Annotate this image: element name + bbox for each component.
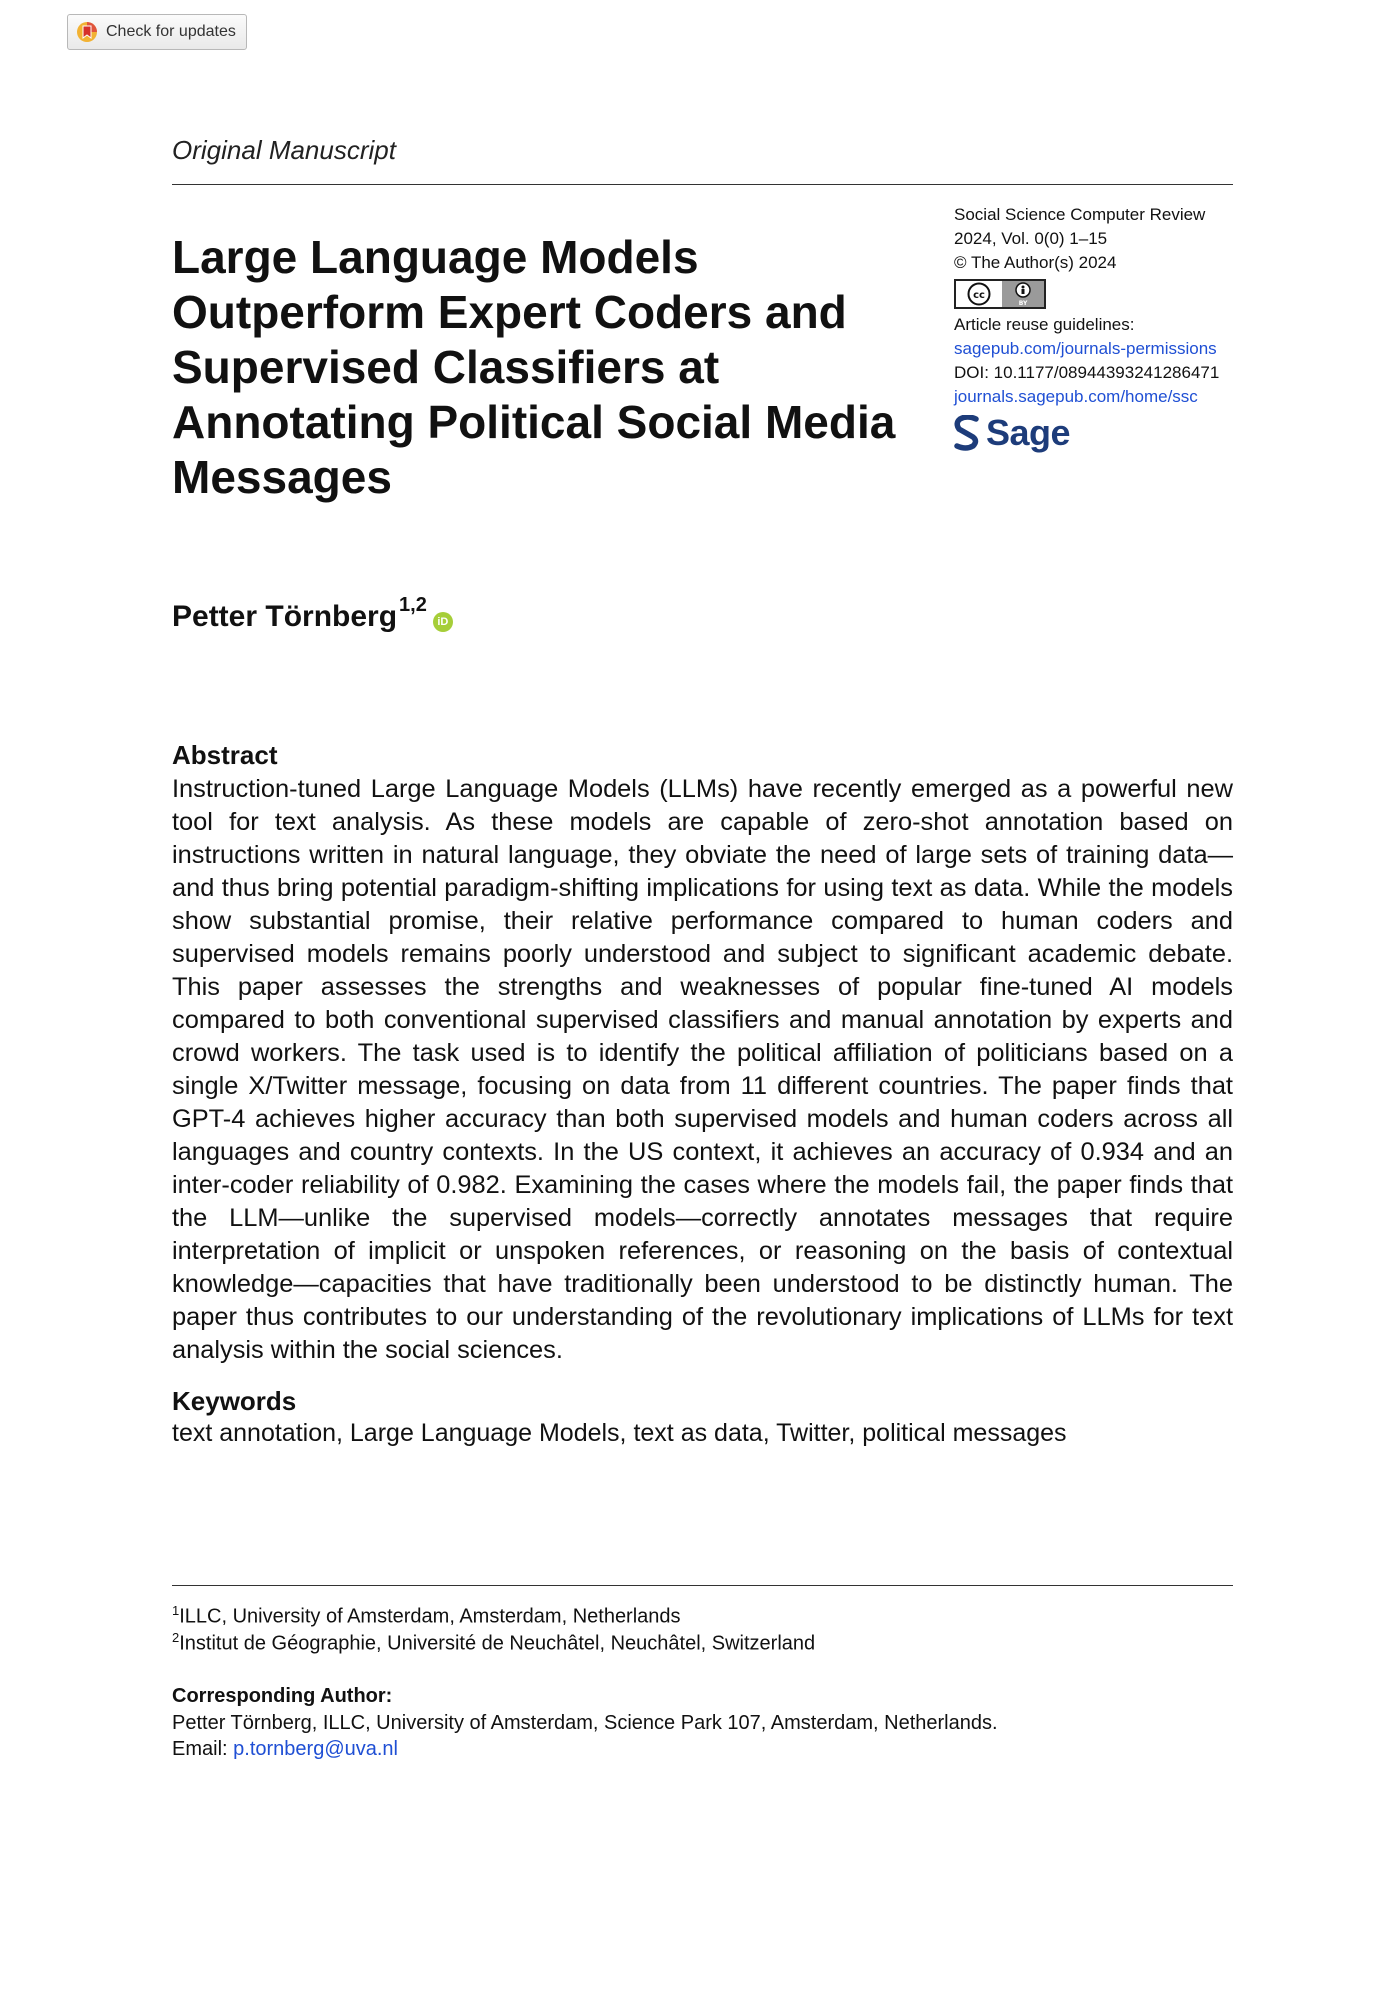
svg-text:cc: cc [973, 290, 985, 301]
sage-logo[interactable] [954, 412, 1244, 453]
sage-s-icon [954, 415, 980, 451]
publisher-name: Sage [986, 412, 1071, 453]
orcid-icon[interactable]: iD [433, 612, 453, 632]
reuse-link[interactable]: sagepub.com/journals-permissions [954, 339, 1217, 358]
corresponding-author-heading: Corresponding Author: [172, 1685, 393, 1707]
bookmark-update-icon [76, 21, 98, 43]
journal-volume: 2024, Vol. 0(0) 1–15 [954, 229, 1108, 248]
journal-link[interactable]: journals.sagepub.com/home/ssc [954, 387, 1198, 406]
cc-by-icon [1002, 281, 1044, 307]
affiliation-text: Institut de Géographie, Université de Neuchâtel, Neuchâtel, Switzerland [179, 1632, 816, 1655]
doi-line: DOI: 10.1177/08944393241286471 [954, 363, 1220, 382]
header-divider [172, 184, 1233, 185]
article-type-label: Original Manuscript [172, 135, 396, 165]
email-label: Email: [172, 1738, 228, 1760]
abstract-text: Instruction-tuned Large Language Models (LLMs) have recently emerged as a powerful new tool for text analysis. As these models are capable of zero-shot annotation based on instructions written in natural language, they obviate the need of large sets of training data—and thus bring potential paradigm-shifting implications for using text as data. While the models show substantial promise, their relative performance compared to human coders and supervised models remains poorly understood and subject to significant academic debate. This paper assesses the strengths and weaknesses of popular fine-tuned AI models compared to both conventional supervised classifiers and manual annotation by experts and crowd workers. The task used is to identify the political affiliation of politicians based on a single X/Twitter message, focusing on data from 11 different countries. The paper finds that GPT-4 achieves higher accuracy than both supervised models and human coders across all languages and country contexts. In the US context, it achieves an accuracy of 0.934 and an inter-coder reliability of 0.982. Examining the cases where the models fail, the paper finds that the LLM—unlike the supervised models—correctly annotates messages that require interpretation of implicit or unspoken references, or reasoning on the basis of contextual knowledge—capacities that have traditionally been understood to be distinctly human. The paper thus contributes to our understanding of the revolutionary implications of LLMs for text analysis within the social sciences. [172, 775, 1233, 1364]
journal-name: Social Science Computer Review [954, 205, 1206, 224]
email-line [172, 1738, 398, 1761]
cc-by-text: BY [1018, 300, 1028, 307]
corresponding-author-address: Petter Törnberg, ILLC, University of Amsterdam, Science Park 107, Amsterdam, Netherlands. [172, 1712, 998, 1734]
affiliation-mark: 1 [172, 1603, 180, 1618]
reuse-label: Article reuse guidelines: [954, 315, 1135, 334]
cc-license-badge[interactable] [954, 279, 1046, 309]
check-for-updates-label: Check for updates [106, 23, 236, 40]
copyright-line: © The Author(s) 2024 [954, 253, 1117, 272]
affiliation-text: ILLC, University of Amsterdam, Amsterdam, Netherlands [179, 1605, 681, 1628]
affiliation-2 [172, 1630, 815, 1656]
affiliation-mark: 2 [172, 1630, 180, 1645]
author-affiliation-marks: 1,2 [399, 594, 427, 616]
cc-icon [956, 281, 1002, 307]
author-line [172, 594, 453, 634]
paper-title: Large Language Models Outperform Expert Coders and Supervised Classifiers at Annotating Political Social Media Messages [172, 231, 896, 503]
affiliation-1 [172, 1603, 681, 1629]
abstract-heading: Abstract [172, 740, 278, 770]
journal-metadata [954, 203, 1244, 451]
check-for-updates-button[interactable] [67, 14, 247, 50]
footnote-divider [172, 1585, 1233, 1586]
keywords-text: text annotation, Large Language Models, text as data, Twitter, political messages [172, 1419, 1067, 1447]
email-link[interactable]: p.tornberg@uva.nl [233, 1738, 398, 1760]
keywords-heading: Keywords [172, 1386, 297, 1416]
author-name: Petter Törnberg [172, 600, 398, 633]
